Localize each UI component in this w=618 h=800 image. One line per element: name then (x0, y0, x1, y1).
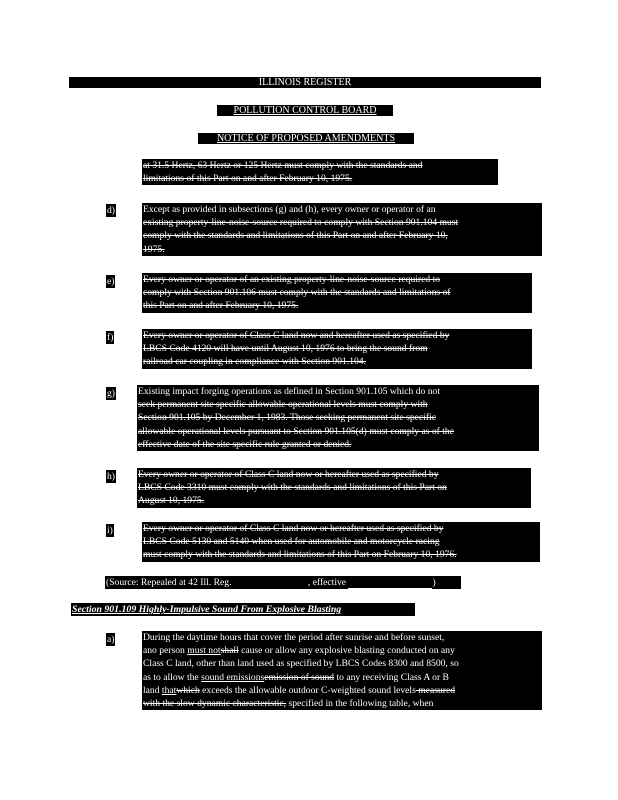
intro-line: at 31.5 Hertz, 63 Hertz or 125 Hertz must comply with the standards and (143, 160, 423, 171)
item-g-line: Section 901.105 by December 1, 1983. Those seeking permanent site specific (138, 412, 436, 424)
item-d-line: existing property-line-noise-source required to comply with Section 901.104 must (143, 217, 459, 229)
item-e-label: e) (107, 276, 115, 287)
item-h-line: LBCS Code 3310 must comply with the standards and limitations of this Part on (138, 482, 447, 494)
item-a-line: land thatwhich exceeds the allowable outdoor C-weighted sound levels measured (143, 684, 456, 696)
source-effective: , effective (307, 577, 349, 588)
item-g-line: Existing impact forging operations as defined in Section 901.105 which do not (138, 386, 440, 397)
item-g-line: seek permanent site specific allowable operational levels must comply with (138, 399, 428, 411)
item-g-line: allowable operational levels pursuant to Section 901.105(d) must comply as of the (138, 425, 454, 437)
item-a-paragraph (142, 631, 542, 710)
item-f-line: railroad car coupling in compliance with Section 901.104. (143, 356, 366, 368)
item-d-line: Except as provided in subsections (g) and (h), every owner or operator of an (143, 204, 436, 215)
item-f-line: LBCS Code 4120 will have until August 10, 1976 to bring the sound from (143, 343, 428, 355)
item-h-label: h) (107, 471, 115, 482)
item-g-label: g) (107, 388, 115, 399)
notice-header (198, 133, 414, 144)
item-a-line: During the daytime hours that cover the period after sunrise and before sunset, (143, 632, 445, 643)
source-note: (Source: Repealed at 42 Ill. Reg. , effective ) (105, 576, 461, 589)
item-a-label: a) (107, 634, 115, 645)
intro-paragraph (142, 159, 498, 185)
item-d-paragraph (142, 203, 542, 256)
item-g-line: effective date of the site specific rule granted or denied. (138, 438, 352, 450)
item-i-line: must comply with the standards and limitations of this Part on February 10, 1976. (143, 549, 457, 561)
section-title: Section 901.109 Highly-Impulsive Sound From Explosive Blasting (71, 603, 415, 616)
item-f-label: f) (107, 332, 114, 343)
item-f-line: Every owner or operator of Class C land now and hereafter used as specified by (143, 330, 450, 341)
item-a-line: with the slow dynamic characteristic, specified in the following table, when (143, 698, 434, 710)
item-d-line: 1975. (143, 243, 165, 255)
item-i-label: i) (107, 525, 113, 536)
item-d-line: comply with the standards and limitations of this Part on and after February 10, (143, 230, 448, 242)
item-e-line: Every owner or operator of an existing property-line-noise-source required to (143, 274, 441, 285)
item-i-paragraph (142, 522, 540, 562)
item-a-line: as to allow the sound emissionsemission of sound to any receiving Class A or B (143, 671, 449, 683)
item-h-paragraph (137, 468, 531, 508)
intro-line: limitations of this Part on and after February 10, 1975. (143, 173, 353, 185)
notice-title: NOTICE OF PROPOSED AMENDMENTS (216, 133, 396, 144)
item-g-paragraph (137, 385, 539, 451)
item-e-paragraph (142, 273, 532, 313)
item-h-line: August 10, 1975. (138, 495, 205, 507)
register-header: ILLINOIS REGISTER (69, 77, 541, 88)
item-a-line: Class C land, other than land used as specified by LBCS Codes 8300 and 8500, so (143, 658, 459, 670)
board-title: POLLUTION CONTROL BOARD (233, 105, 377, 116)
item-i-line: Every owner or operator of Class C land now or hereafter used as specified by (143, 523, 444, 534)
item-e-line: comply with Section 901.106 must comply with the standards and limitations of (143, 287, 451, 299)
item-d-label: d) (107, 205, 115, 216)
item-i-line: LBCS Code 5130 and 5140 when used for automobile and motorcycle racing (143, 536, 440, 548)
source-text: (Source: Repealed at 42 Ill. Reg. (106, 577, 234, 588)
item-e-line: this Part on and after February 10, 1975. (143, 300, 299, 312)
item-f-paragraph (142, 329, 532, 369)
item-h-line: Every owner or operator of Class C land now or hereafter used as specified by (138, 469, 439, 480)
item-a-line: ano person must notshall cause or allow any explosive blasting conducted on any (143, 645, 455, 657)
board-header (217, 105, 393, 116)
